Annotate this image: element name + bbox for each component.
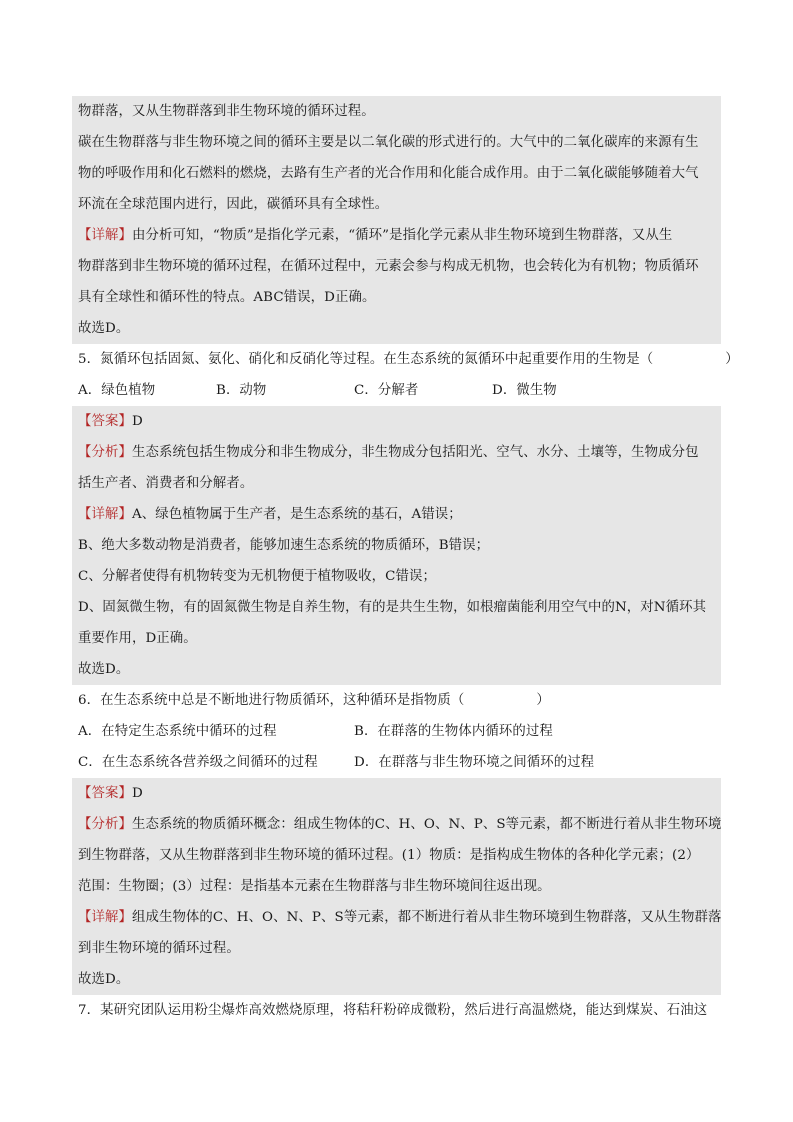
answer-line: 【答案】D [78, 786, 143, 801]
explanation-block-q4 [72, 96, 721, 344]
detail-tag: 【详解】 [78, 228, 132, 243]
option-d: D．在群落与非生物环境之间循环的过程 [354, 755, 595, 770]
conclusion-line: 故选D。 [78, 321, 130, 336]
text-line: 具有全球性和循环性的特点。ABC错误，D正确。 [78, 290, 376, 305]
options-row [78, 747, 715, 778]
text-line: C、分解者使得有机物转变为无机物便于植物吸收，C错误； [78, 569, 436, 584]
question-5 [72, 344, 739, 406]
analysis-tag: 【分析】 [78, 817, 132, 832]
text-line: 括生产者、消费者和分解者。 [78, 476, 254, 491]
options-row [78, 375, 715, 406]
explanation-block-q5 [72, 406, 721, 685]
analysis-tag: 【分析】 [78, 445, 132, 460]
option-b: B．动物 [216, 383, 267, 398]
answer-line: 【答案】D [78, 414, 143, 429]
text-line: 到非生物环境的循环过程。 [78, 941, 240, 956]
option-d: D．微生物 [492, 383, 557, 398]
conclusion-line: 故选D。 [78, 662, 130, 677]
detail-line: 【详解】由分析可知，“物质”是指化学元素，“循环”是指化学元素从非生物环境到生物群落，又从生 [78, 228, 673, 243]
text-line: 到生物群落，又从生物群落到非生物环境的循环过程。(1）物质：是指构成生物体的各种化学元素；(2） [78, 848, 700, 863]
question-7 [72, 995, 721, 1026]
option-b: B．在群落的生物体内循环的过程 [354, 724, 553, 739]
text-line: 物的呼吸作用和化石燃料的燃烧，去路有生产者的光合作用和化能合成作用。由于二氧化碳能够随着大气 [78, 166, 699, 181]
conclusion-line: 故选D。 [78, 972, 130, 987]
text-line: 物群落到非生物环境的循环过程，在循环过程中，元素会参与构成无机物，也会转化为有机物；物质循环 [78, 259, 699, 274]
explanation-block-q6 [72, 778, 721, 995]
document-page [72, 96, 739, 1026]
answer-tag: 【答案】 [78, 414, 132, 429]
detail-line: 【详解】组成生物体的C、H、O、N、P、S等元素，都不断进行着从非生物环境到生物群落，又从生物群落 [78, 910, 722, 925]
question-stem: 5．氮循环包括固氮、氨化、硝化和反硝化等过程。在生态系统的氮循环中起重要作用的生物是（ ） [78, 352, 739, 367]
text-line: 碳在生物群落与非生物环境之间的循环主要是以二氧化碳的形式进行的。大气中的二氧化碳库的来源有生 [78, 135, 699, 150]
detail-tag: 【详解】 [78, 507, 132, 522]
text-line: 物群落，又从生物群落到非生物环境的循环过程。 [78, 104, 375, 119]
option-a: A．在特定生态系统中循环的过程 [78, 724, 277, 739]
question-stem: 6．在生态系统中总是不断地进行物质循环，这种循环是指物质（ ） [78, 693, 550, 708]
question-6 [72, 685, 721, 778]
option-a: A．绿色植物 [78, 383, 156, 398]
detail-tag: 【详解】 [78, 910, 132, 925]
detail-line: 【详解】A、绿色植物属于生产者，是生态系统的基石，A错误； [78, 507, 462, 522]
text-line: 范围：生物圈；(3）过程：是指基本元素在生物群落与非生物环境间往返出现。 [78, 879, 551, 894]
analysis-line: 【分析】生态系统的物质循环概念：组成生物体的C、H、O、N、P、S等元素，都不断进行着从非生物环境 [78, 817, 722, 832]
analysis-line: 【分析】生态系统包括生物成分和非生物成分，非生物成分包括阳光、空气、水分、土壤等，生物成分包 [78, 445, 699, 460]
text-line: 环流在全球范围内进行，因此，碳循环具有全球性。 [78, 197, 389, 212]
question-stem: 7．某研究团队运用粉尘爆炸高效燃烧原理，将秸秆粉碎成微粉，然后进行高温燃烧，能达到煤炭、石油这 [78, 1003, 708, 1018]
options-row [78, 716, 715, 747]
text-line: 重要作用，D正确。 [78, 631, 197, 646]
answer-tag: 【答案】 [78, 786, 132, 801]
option-c: C．在生态系统各营养级之间循环的过程 [78, 755, 318, 770]
option-c: C．分解者 [354, 383, 419, 398]
text-line: D、固氮微生物，有的固氮微生物是自养生物，有的是共生生物，如根瘤菌能利用空气中的N，对N循环其 [78, 600, 707, 615]
text-line: B、绝大多数动物是消费者，能够加速生态系统的物质循环，B错误； [78, 538, 490, 553]
